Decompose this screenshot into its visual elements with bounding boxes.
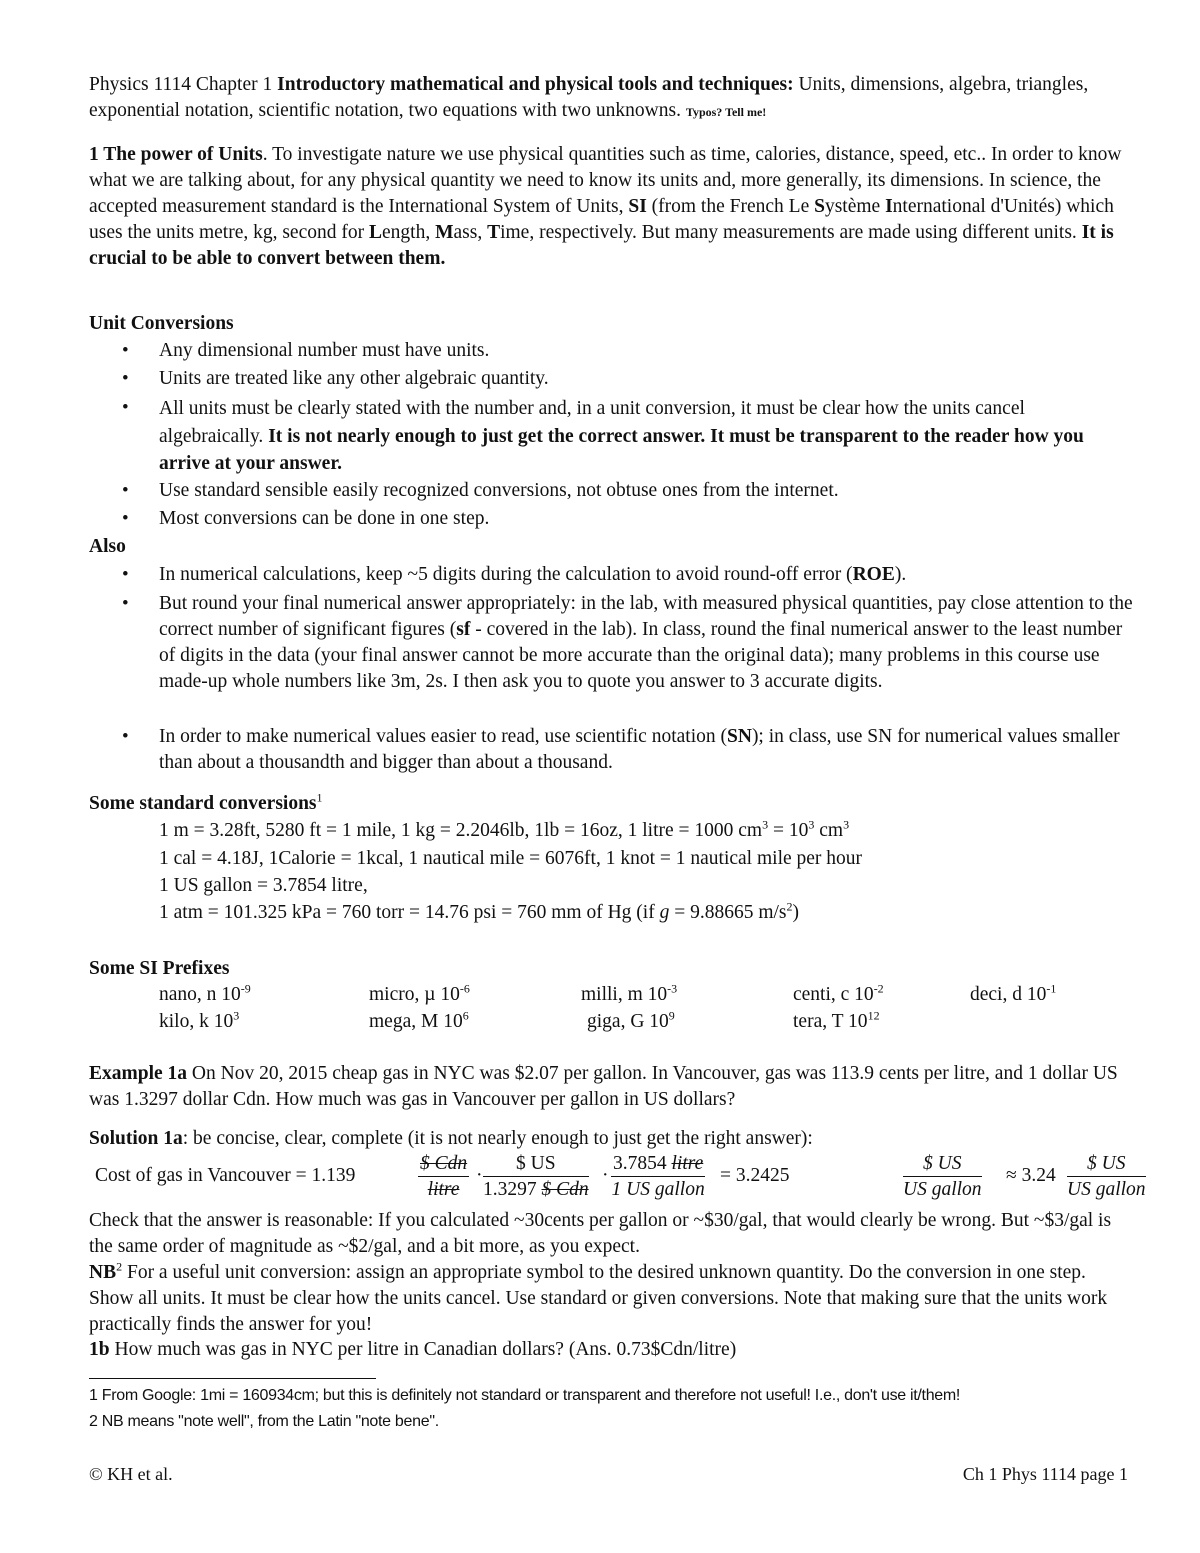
section-text: (from the French Le xyxy=(646,196,815,217)
cancelled-unit: litre xyxy=(427,1179,460,1200)
header-paragraph xyxy=(89,72,1129,125)
prefix-label: mega, M 10 xyxy=(369,1011,463,1032)
multiply-dot: · xyxy=(476,1165,483,1186)
list-item-text: In numerical calculations, keep ~5 digits during the calculation to avoid round-off error ( xyxy=(159,564,853,585)
conversion-text: 1 atm = 101.325 kPa = 760 torr = 14.76 psi = 760 mm of Hg (if xyxy=(159,902,660,923)
list-item xyxy=(159,724,1134,776)
heading-text: Unit Conversions xyxy=(89,313,234,334)
bullet-icon: • xyxy=(122,726,129,747)
list-item: Use standard sensible easily recognized conversions, not obtuse ones from the internet. xyxy=(159,480,839,501)
typos-note: Typos? Tell me! xyxy=(685,105,767,119)
heading-text: Some standard conversions xyxy=(89,793,317,814)
unit-conversions-heading xyxy=(89,311,1129,337)
conversion-line: 1 cal = 4.18J, 1Calorie = 1kcal, 1 nautical mile = 6076ft, 1 knot = 1 nautical mile per hour xyxy=(159,848,863,869)
unit: $ US xyxy=(923,1153,962,1174)
conversion-equation xyxy=(89,1150,1146,1208)
footer-copyright: © KH et al. xyxy=(89,1464,173,1484)
exponent: 2 xyxy=(786,899,793,914)
abbrev: ROE xyxy=(852,564,895,585)
conversions-heading xyxy=(89,791,1129,817)
exponent: -9 xyxy=(240,981,251,996)
bullet-icon: • xyxy=(122,368,129,389)
section-text: ime, respectively. But many measurements are made using different units. xyxy=(500,222,1082,243)
section-text: . To investigate nature we use physical quantities such as time, calories, distance, speed, etc.. In order to know what we are talking about, for any physical quantity we need to know its units and, more generally, its dimensions. In science, the accepted measurement standard is the International System of Units, xyxy=(89,144,1122,217)
prefix-label: centi, c 10 xyxy=(793,984,874,1005)
emphasis-text: It is not nearly enough to just get the correct answer. It must be transparent to the reader how you arrive at your answer. xyxy=(159,425,1084,474)
fraction-numerator xyxy=(418,1152,469,1177)
prefix-tera xyxy=(793,1009,880,1035)
number: 1.3297 xyxy=(483,1179,542,1200)
fraction-denominator xyxy=(903,1177,982,1203)
cancelled-unit: $ Cdn xyxy=(420,1153,468,1174)
fraction-numerator: $ US xyxy=(483,1152,589,1177)
exponent: 6 xyxy=(462,1008,469,1023)
gravity-symbol: g xyxy=(659,902,670,923)
fraction-denominator xyxy=(611,1177,705,1203)
prefix-deci xyxy=(970,982,1056,1008)
prefix-label: milli, m 10 xyxy=(581,984,668,1005)
example-text: On Nov 20, 2015 cheap gas in NYC was $2.07 per gallon. In Vancouver, gas was 113.9 cents per litre, and 1 dollar US was 1.3297 dollar Cdn. How much was gas in Vancouver per gallon in US dollars? xyxy=(89,1063,1118,1110)
exponent: 3 xyxy=(762,817,769,832)
section-text: ength, xyxy=(382,222,436,243)
nb-paragraph xyxy=(89,1260,1129,1338)
prefix-label: giga, G 10 xyxy=(587,1011,669,1032)
list-item: Most conversions can be done in one step. xyxy=(159,508,490,529)
solution-text: : be concise, clear, complete (it is not nearly enough to just get the right answer): xyxy=(182,1128,813,1149)
question-text: How much was gas in NYC per litre in Canadian dollars? (Ans. 0.73$Cdn/litre) xyxy=(109,1339,737,1360)
emphasis-text: It is crucial to be able to convert between them. xyxy=(89,222,1114,269)
nb-text: For a useful unit conversion: assign an appropriate symbol to the desired unknown quantity. Do the conversion in one step. Show all units. It must be clear how the units cancel. Use standard or given conversions. Note that making sure that the units work practically finds the answer for you! xyxy=(89,1262,1108,1335)
list-item-text: ); in class, use SN for numerical values smaller than about a thousandth and bigger than about a thousand. xyxy=(159,726,1120,773)
bold-letter: T xyxy=(487,222,501,243)
prefix-giga xyxy=(587,1009,675,1035)
list-item-text: All units must be clearly stated with the number and, in a unit conversion, it must be clear how the units cancel algebraically. xyxy=(159,398,1025,447)
multiply-dot: · xyxy=(602,1165,609,1186)
fraction-exchange-rate xyxy=(483,1152,589,1203)
section-power-of-units xyxy=(89,142,1129,272)
exponent: -6 xyxy=(459,981,470,996)
conversion-line xyxy=(159,818,849,844)
prefix-label: kilo, k 10 xyxy=(159,1011,234,1032)
abbrev: sf xyxy=(456,619,471,640)
check-paragraph: Check that the answer is reasonable: If you calculated ~30cents per gallon or ~$30/gal, that would clearly be wrong. But ~$3/gal is the same order of magnitude as ~$2/gal, and a bit more, as you expect. xyxy=(89,1210,1112,1257)
prefix-kilo xyxy=(159,1009,239,1035)
prefix-micro xyxy=(369,982,470,1008)
footnote-divider xyxy=(89,1378,376,1379)
heading-text: Some SI Prefixes xyxy=(89,958,230,979)
prefixes-heading xyxy=(89,956,1129,982)
list-item xyxy=(159,591,1134,695)
fraction-denominator xyxy=(483,1177,589,1203)
exponent: -1 xyxy=(1046,981,1057,996)
exponent: 3 xyxy=(233,1008,240,1023)
fraction-litre-per-gallon xyxy=(611,1152,705,1203)
list-item xyxy=(159,562,1134,588)
exponent: 9 xyxy=(668,1008,675,1023)
fraction-result-units xyxy=(903,1152,982,1203)
conversion-line: 1 US gallon = 3.7854 litre, xyxy=(159,875,368,896)
prefix-mega xyxy=(369,1009,469,1035)
fraction-denominator xyxy=(418,1177,469,1203)
equation-result: = 3.2425 xyxy=(720,1165,790,1186)
fraction-denominator xyxy=(1067,1177,1146,1203)
prefix-nano xyxy=(159,982,251,1008)
cancelled-unit: litre xyxy=(671,1153,704,1174)
conversion-text: = 9.88665 m/s xyxy=(669,902,787,923)
question-number: 1b xyxy=(89,1339,110,1360)
abbrev: SN xyxy=(727,726,752,747)
section-heading: 1 The power of Units xyxy=(89,144,263,165)
prefix-centi xyxy=(793,982,884,1008)
bullet-icon: • xyxy=(122,480,129,501)
bullet-icon: • xyxy=(122,340,129,361)
bullet-icon: • xyxy=(122,593,129,614)
list-item-text: In order to make numerical values easier to read, use scientific notation ( xyxy=(159,726,727,747)
footnote-2: 2 NB means "note well", from the Latin "note bene". xyxy=(89,1413,439,1430)
exponent: 3 xyxy=(808,817,815,832)
footer-page-number: Ch 1 Phys 1114 page 1 xyxy=(962,1464,1128,1484)
equation-label: Cost of gas in Vancouver = 1.139 xyxy=(95,1165,356,1186)
bold-letter: L xyxy=(368,222,382,243)
conversion-text: = 10 xyxy=(768,820,809,841)
list-item: Any dimensional number must have units. xyxy=(159,340,490,361)
fraction-numerator xyxy=(1067,1152,1146,1177)
fraction-numerator xyxy=(611,1152,705,1177)
rounded-result: ≈ 3.24 xyxy=(1006,1165,1056,1186)
footnote-marker: 2 xyxy=(116,1259,123,1274)
fraction-rounded-units xyxy=(1067,1152,1146,1203)
prefix-label: tera, T 10 xyxy=(793,1011,868,1032)
list-item: Units are treated like any other algebraic quantity. xyxy=(159,368,549,389)
prefix-label: micro, µ 10 xyxy=(369,984,460,1005)
unit: US gallon xyxy=(1067,1179,1146,1200)
section-text: ystème xyxy=(824,196,886,217)
heading-text: Also xyxy=(89,536,126,557)
exponent: 3 xyxy=(843,817,850,832)
footnote-1: 1 From Google: 1mi = 160934cm; but this is definitely not standard or transparent and therefore not useful! I.e., don't use it/them! xyxy=(89,1387,961,1404)
example-heading: Example 1a xyxy=(89,1063,188,1084)
bold-letter: I xyxy=(885,196,893,217)
number: 3.7854 xyxy=(613,1153,672,1174)
list-item-text: But round your final numerical answer appropriately: in the lab, with measured physical quantities, pay close attention to the correct number of significant figures ( xyxy=(159,593,1133,640)
topic-list: Units, dimensions, algebra, triangles, exponential notation, scientific notation, two equations with two unknowns. xyxy=(89,74,1089,121)
list-item-text: ). xyxy=(894,564,907,585)
prefix-label: deci, d 10 xyxy=(970,984,1047,1005)
section-text: nternational d'Unités) which uses the units metre, kg, second for xyxy=(89,196,1114,243)
nb-label: NB xyxy=(89,1262,117,1283)
bullet-icon: • xyxy=(122,564,129,585)
conversion-text: ) xyxy=(792,902,800,923)
also-heading xyxy=(89,534,1129,560)
cancelled-unit: $ Cdn xyxy=(541,1179,589,1200)
fraction-cdn-per-litre xyxy=(418,1152,469,1203)
exponent: 12 xyxy=(867,1008,880,1023)
prefix-label: nano, n 10 xyxy=(159,984,241,1005)
bullet-icon: • xyxy=(122,508,129,529)
list-item xyxy=(159,395,1134,478)
section-text: ass, xyxy=(453,222,488,243)
conversion-line xyxy=(159,900,799,926)
footnote-marker: 1 xyxy=(316,790,323,805)
solution-1a xyxy=(89,1126,1129,1152)
chapter-title: Introductory mathematical and physical tools and techniques: xyxy=(277,74,794,95)
fraction-numerator xyxy=(903,1152,982,1177)
exponent: -2 xyxy=(873,981,884,996)
course-label: Physics 1114 Chapter 1 xyxy=(89,74,278,95)
conversion-text: cm xyxy=(814,820,844,841)
question-1b xyxy=(89,1337,1129,1363)
unit: $ US xyxy=(1087,1153,1126,1174)
example-1a xyxy=(89,1061,1129,1113)
unit: US gallon xyxy=(903,1179,982,1200)
list-item-text: - covered in the lab). In class, round the final numerical answer to the least number of digits in the data (your final answer cannot be more accurate than the original data); many problems in this course use made-up whole numbers like 3m, 2s. I then ask you to quote you answer to 3 accurate digits. xyxy=(159,619,1123,692)
solution-heading: Solution 1a xyxy=(89,1128,183,1149)
unit: 1 US gallon xyxy=(611,1179,705,1200)
si-abbrev: SI xyxy=(628,196,647,217)
exponent: -3 xyxy=(667,981,678,996)
prefix-milli xyxy=(581,982,677,1008)
bullet-icon: • xyxy=(122,397,129,418)
conversion-text: 1 m = 3.28ft, 5280 ft = 1 mile, 1 kg = 2.2046lb, 1lb = 16oz, 1 litre = 1000 cm xyxy=(159,820,763,841)
bold-letter: M xyxy=(435,222,454,243)
bold-letter: S xyxy=(814,196,825,217)
